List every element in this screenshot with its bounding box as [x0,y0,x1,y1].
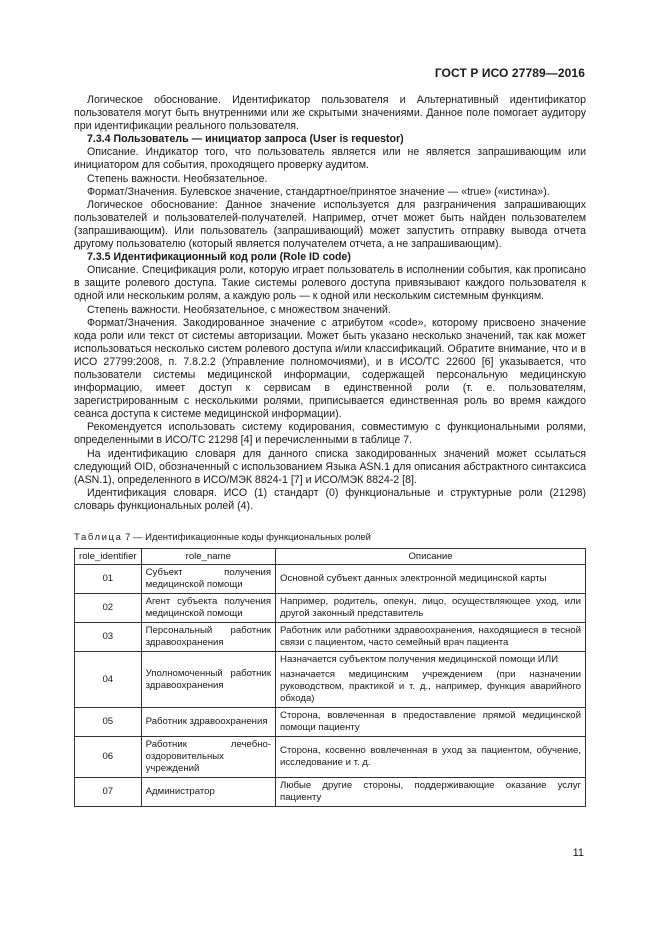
cell-role-name: Уполномоченный работник здравоохранения [141,652,275,708]
table-row [75,778,586,807]
paragraph: Формат/Значения. Булевское значение, стандартное/принятое значение — «true» («истина»). [87,185,550,198]
description-line: Сторона, косвенно вовлеченная в уход за пациентом, обучение, исследование и т. д. [280,745,581,768]
paragraph: Логическое обоснование. Идентификатор пользователя и Альтернативный идентификатор пользователя могут быть внутренними или же скрытыми значениями. Данное поле помогает аудитору при идентификации реального пользователя. [74,94,586,133]
cell-role-name: Агент субъекта получения медицинской помощи [141,594,275,623]
table-row [75,737,586,778]
cell-description [276,778,586,807]
cell-role-name: Субъект получения медицинской помощи [141,565,275,594]
cell-role-identifier: 06 [75,737,142,778]
cell-role-identifier: 02 [75,594,142,623]
cell-description [276,623,586,652]
description-line: Например, родитель, опекун, лицо, осуществляющее уход, или другой законный представитель [280,596,581,619]
table-row [75,652,586,708]
roles-table [74,548,586,807]
paragraph: Идентификация словаря. ИСО (1) стандарт (0) функциональные и структурные роли (21298) словарь функциональных ролей (4). [74,486,586,512]
paragraph: Описание. Спецификация роли, которую играет пользователь в исполнении события, как прописано в защите ролевого доступа. Такие системы ролевого доступа привязывают каждого пользователя к одной или нескольким ролям, а каждую роль — к одной или нескольким системным функциям. [74,264,586,303]
description-line: Любые другие стороны, поддерживающие оказание услуг пациенту [280,780,581,803]
paragraph: Степень важности. Необязательное. [87,172,268,185]
cell-role-identifier: 03 [75,623,142,652]
cell-description [276,708,586,737]
table-caption-label: Таблица [74,532,123,543]
cell-role-identifier: 01 [75,565,142,594]
paragraph: Формат/Значения. Закодированное значение с атрибутом «code», которому присвоено значение кода роли или текст от системы авторизации. Может быть указано несколько значений, так как может использоваться несколько систем ролевого доступа и/или классификаций. Обратите внимание, что и в ИСО 27799:2008, п. 7.8.2.2 (Управление полномочиями), и в ИСО/ТС 22600 [6] указывается, что пользователи системы медицинской информации, содержащей персональную медицинскую информацию, имеет доступ к сервисам в единственной роли (т. е. пользователям, зарегистрированным с несколькими ролями, приписывается единственная роль во время каждого сеанса доступа к системе медицинской информации). [74,316,586,421]
col-header-role-identifier: role_identifier [75,549,142,565]
description-line: назначается медицинским учреждением (при назначении руководством, практикой и т. д., например, функция аварийного обхода) [280,669,581,704]
table-row [75,708,586,737]
cell-role-name: Работник лечебно-оздоровительных учреждений [141,737,275,778]
cell-role-name: Персональный работник здравоохранения [141,623,275,652]
paragraph: Рекомендуется использовать систему кодирования, совместимую с функциональными ролями, определенными в ИСО/ТС 21298 [4] и перечисленными в таблице 7. [74,421,586,447]
cell-description [276,652,586,708]
description-line: Работник или работники здравоохранения, находящиеся в тесной связи с пациентом, часто семейный врач пациента [280,625,581,648]
section-heading: 7.3.5 Идентификационный код роли (Role ID code) [87,251,351,264]
cell-role-name: Работник здравоохранения [141,708,275,737]
cell-description [276,737,586,778]
table-caption-text: 7 — Идентификационные коды функциональных ролей [122,532,371,543]
document-header: ГОСТ Р ИСО 27789—2016 [434,66,585,80]
cell-role-name: Администратор [141,778,275,807]
col-header-description: Описание [276,549,586,565]
table-row [75,623,586,652]
table-row [75,565,586,594]
paragraph: Степень важности. Необязательное, с множеством значений. [87,303,391,316]
cell-description [276,594,586,623]
paragraph: Логическое обоснование: Данное значение используется для разграничения запрашивающих пользователей и пользователей-получателей. Например, отчет может быть найден пользователем (запрашивающим). Или пользователь (запрашивающий) может запустить отправку вывода отчета другому пользователю (который является получателем отчета, а не запрашивающим). [74,198,586,251]
cell-role-identifier: 07 [75,778,142,807]
paragraph: На идентификацию словаря для данного списка закодированных значений может ссылаться следующий OID, обозначенный с использованием Языка ASN.1 для описания абстрактного синтаксиса (ASN.1), определенного в ИСО/МЭК 8824-1 [7] и ИСО/МЭК 8824-2 [8]. [74,447,586,486]
table-header-row [75,549,586,565]
description-line: Сторона, вовлеченная в предоставление прямой медицинской помощи пациенту [280,710,581,733]
col-header-role-name: role_name [141,549,275,565]
body-text [74,94,586,513]
description-line: Назначается субъектом получения медицинской помощи ИЛИ [280,654,559,665]
cell-role-identifier: 04 [75,652,142,708]
paragraph: Описание. Индикатор того, что пользователь является или не является запрашивающим или инициатором для события, проходящего проверку аудитом. [74,146,586,172]
description-line: Основной субъект данных электронной медицинской карты [280,573,547,584]
section-heading: 7.3.4 Пользователь — инициатор запроса (User is requestor) [87,133,404,146]
table-row [75,594,586,623]
cell-description [276,565,586,594]
page-number: 11 [572,847,584,859]
table-caption [74,532,371,543]
cell-role-identifier: 05 [75,708,142,737]
